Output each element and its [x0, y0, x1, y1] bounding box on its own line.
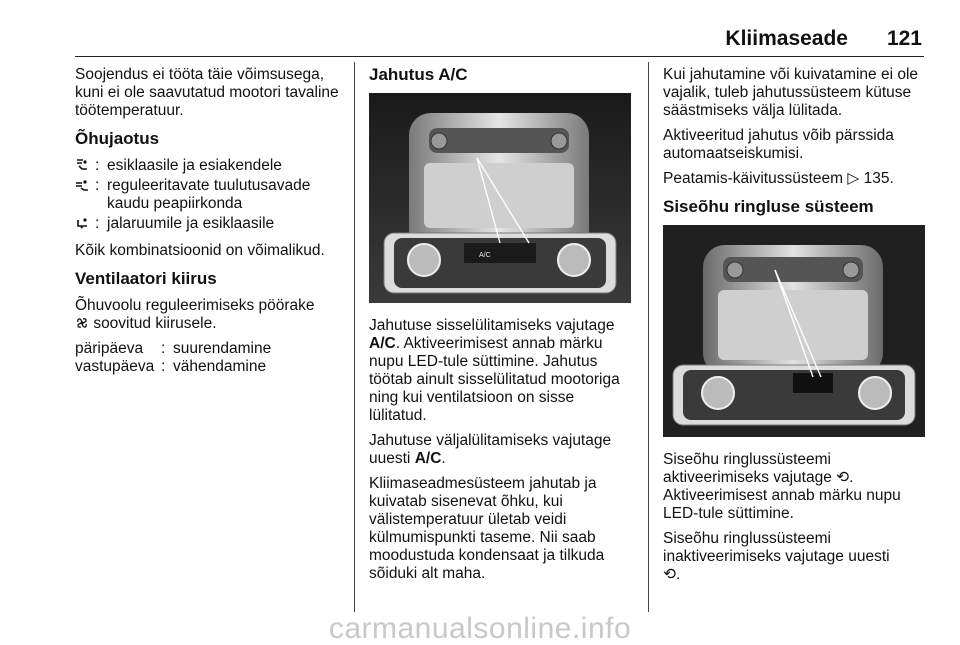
- ac-button-photo: [369, 93, 631, 303]
- ac-on-paragraph: Jahutuse sisselülitamiseks vajutage A/C. Aktiveerimisest annab märku nupu LED-tule süttimine. Jahutus töötab ainult sisselülitatud mootoriga ning kui ventilatsioon on sisse lülitatud.: [369, 317, 620, 424]
- recirculation-heading: Siseõhu ringluse süsteem: [663, 197, 874, 216]
- recirculation-icon: ⟲: [663, 566, 676, 583]
- fan-row-counterclockwise: vastupäeva : vähendamine: [75, 358, 267, 375]
- reference-arrow-icon: ▷: [847, 170, 860, 187]
- recirc-on-paragraph: Siseõhu ringlussüsteemi aktiveerimiseks vajutage ⟲. Aktiveerimisest annab märku nupu LED-tule süttimine.: [663, 451, 901, 522]
- page-number: 121: [886, 27, 922, 50]
- recirculation-icon: ⟲: [836, 469, 850, 486]
- fan-speed-paragraph: Õhuvoolu reguleerimiseks pöörake soovitud kiirusele.: [75, 297, 315, 332]
- page-header: [75, 27, 924, 57]
- footwell-icon: [75, 215, 95, 233]
- fan-row-clockwise: päripäeva : suurendamine: [75, 340, 272, 357]
- ac-save-paragraph: Kui jahutamine või kuivatamine ei ole vajalik, tuleb jahutussüsteem kütuse säästmiseks välja lülitada.: [663, 66, 919, 119]
- intro-paragraph: Soojendus ei tööta täie võimsusega, kuni ei ole saavutatud mootori tavaline töötemperatuur.: [75, 66, 339, 119]
- airflow-heading: Õhujaotus: [75, 129, 160, 148]
- ac-off-paragraph: Jahutuse väljalülitamiseks vajutage uuesti A/C.: [369, 432, 612, 467]
- autostop-paragraph: Aktiveeritud jahutus võib pärssida automaatseiskumisi.: [663, 127, 894, 162]
- vents-icon: [75, 177, 95, 213]
- airflow-row-footwell: : jalaruumile ja esiklaasile: [75, 215, 345, 233]
- column-divider: [648, 62, 649, 612]
- column-1: [75, 66, 345, 376]
- fan-speed-heading: Ventilaatori kiirus: [75, 269, 217, 288]
- column-divider: [354, 62, 355, 612]
- airflow-text: jalaruumile ja esiklaasile: [107, 215, 275, 232]
- recirc-off-paragraph: Siseõhu ringlussüsteemi inaktiveerimiseks vajutage uuesti ⟲.: [663, 530, 890, 583]
- airflow-row-windscreen: : esiklaasile ja esiakendele: [75, 157, 345, 175]
- column-2: [369, 66, 633, 590]
- combinations-note: Kõik kombinatsioonid on võimalikud.: [75, 242, 325, 259]
- ac-panel-label: A/C: [479, 252, 491, 259]
- watermark: carmanualsonline.info: [328, 612, 632, 645]
- ac-info-paragraph: Kliimaseadmesüsteem jahutab ja kuivatab sisenevat õhku, kui välistemperatuur ületab veidi külmumispunkti taseme. Nii saab moodustuda kondensaat ja tilkuda sõiduki alt maha.: [369, 475, 605, 582]
- ac-heading: Jahutus A/C: [369, 65, 468, 84]
- airflow-text: reguleeritavate tuulutusavade kaudu peapiirkonda: [107, 177, 311, 212]
- recirculation-button-photo: [663, 225, 925, 437]
- airflow-row-vents: : reguleeritavate tuulutusavade kaudu peapiirkonda: [75, 177, 345, 213]
- fan-icon: [75, 315, 89, 332]
- stop-start-ref: Peatamis-käivitussüsteem ▷ 135.: [663, 170, 894, 187]
- column-3: [663, 66, 928, 591]
- windscreen-feet-icon: [75, 157, 95, 175]
- airflow-text: esiklaasile ja esiakendele: [107, 157, 282, 174]
- page-title: Kliimaseade: [725, 27, 848, 50]
